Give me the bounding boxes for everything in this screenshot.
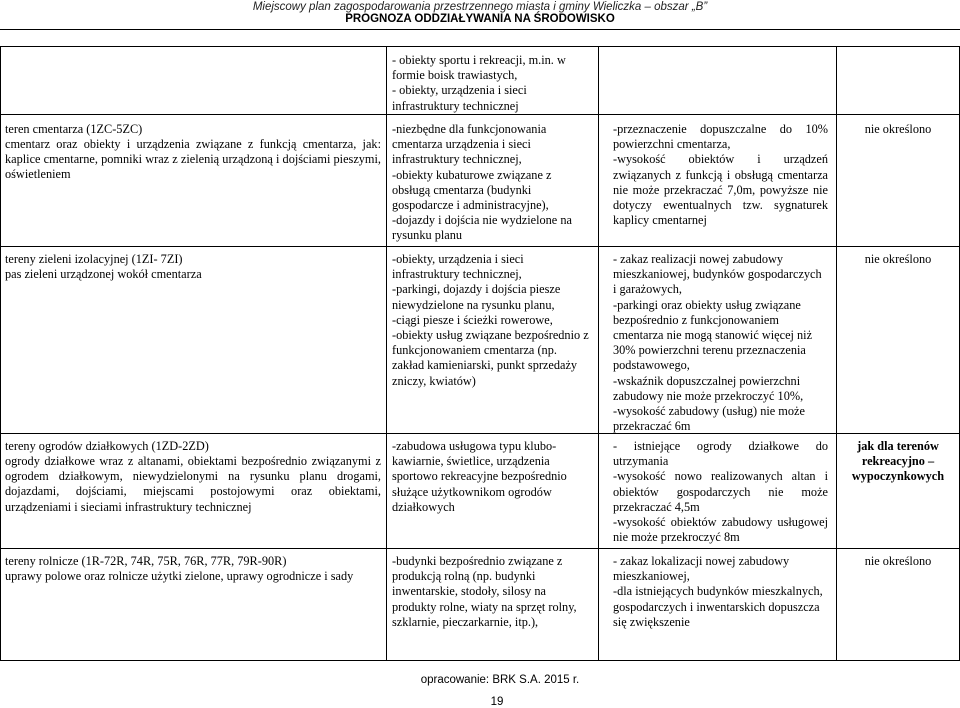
table-border-top [0,46,960,47]
zoning-table [0,46,960,661]
row3-zone-description: ogrody działkowe wraz z altanami, obiektami bezpośrednio związanymi z ogrodem działkowym, niewydzielonymi na rysunku planu drogami, dojazdami, dojściami, miejscami postojowymi oraz obiektami, urządzeniami i sieciami infrastruktury technicznej [5,454,381,514]
header-rule [0,29,960,30]
table-border-left [0,46,1,661]
column-divider-3 [836,46,837,661]
row4-zone-description: uprawy polowe oraz rolnicze użytki zielone, uprawy ogrodnicze i sady [5,569,354,583]
row-divider-1 [0,114,960,115]
row0-permitted-uses: - obiekty sportu i rekreacji, m.in. w formie boisk trawiastych, - obiekty, urządzenia i sieci infrastruktury technicznej [392,53,566,113]
row2-parameter: nie określono [864,252,932,266]
page-number: 19 [490,696,504,708]
column-divider-2 [598,46,599,661]
table-border-bottom [0,660,960,661]
row1-zone-description: cmentarz oraz obiekty i urządzenia związane z funkcją cmentarza, jak: kaplice cmentarne, pomniki wraz z zielenią urządzoną i dojściami pieszymi, oświetleniem [5,137,381,182]
row4-parameter: nie określono [864,554,932,568]
row1-parameter: nie określono [864,122,932,136]
row1-permitted-uses: -niezbędne dla funkcjonowania cmentarza urządzenia i sieci infrastruktury technicznej, -obiekty kubaturowe związane z obsługą cmentarza (budynki gospodarcze i administracyjne), -dojazdy i dojścia nie wydzielone na rysunku planu [392,122,572,243]
row3-zone-title: tereny ogrodów działkowych (1ZD-2ZD) [5,439,209,453]
row4-zone-title: tereny rolnicze (1R-72R, 74R, 75R, 76R, 77R, 79R-90R) [5,554,287,568]
row2-zone-title: tereny zieleni izolacyjnej (1ZI- 7ZI) [5,252,183,266]
row-divider-4 [0,548,960,549]
row3-conditions: - istniejące ogrody działkowe do utrzymania -wysokość nowo realizowanych altan i obiektów gospodarczych nie może przekraczać 4,5m -wysokość obiektów zabudowy usługowej nie może przekroczyć 8m [613,439,828,545]
row3-parameter: jak dla terenów rekreacyjno – wypoczynkowych [851,439,945,484]
row1-conditions: -przeznaczenie dopuszczalne do 10% powierzchni cmentarza, -wysokość obiektów i urządzeń związanych z funkcją i obsługą cmentarza nie może przekraczać 7,0m, powyższe nie dotyczy ewentualnych tzw. sygnaturek kaplicy cmentarnej [613,122,828,228]
row3-permitted-uses: -zabudowa usługowa typu klubo-kawiarnie, świetlice, urządzenia sportowo rekreacyjne bezpośrednio służące użytkownikom ogrodów działkowych [392,439,567,514]
row4-conditions: - zakaz lokalizacji nowej zabudowy mieszkaniowej, -dla istniejących budynków mieszkalnych, gospodarczych i inwentarskich dopuszcza się zwiększenie [613,554,823,629]
column-divider-1 [386,46,387,661]
row2-zone-description: pas zieleni urządzonej wokół cmentarza [5,267,202,281]
document-header-title: Miejscowy plan zagospodarowania przestrzennego miasta i gminy Wieliczka – obszar „B” [252,1,708,13]
row-divider-2 [0,246,960,247]
row2-conditions: - zakaz realizacji nowej zabudowy mieszkaniowej, budynków gospodarczych i garażowych, -parkingi oraz obiekty usług związane bezpośrednio z funkcjonowaniem cmentarza nie mogą stanowić więcej niż 30% powierzchni terenu przeznaczenia podstawowego, -wskaźnik dopuszczalnej powierzchni zabudowy nie może przekroczyć 10%, -wysokość zabudowy (usług) nie może przekraczać 6m [613,252,822,434]
row2-permitted-uses: -obiekty, urządzenia i sieci infrastruktury technicznej, -parkingi, dojazdy i dojścia piesze niewydzielone na rysunku planu, -ciągi piesze i ścieżki rowerowe, -obiekty usług związane bezpośrednio z funkcjonowaniem cmentarza (np. zakład kamieniarski, punkt sprzedaży zniczy, kwiatów) [392,252,589,388]
footer-author: opracowanie: BRK S.A. 2015 r. [420,674,580,686]
document-header-subtitle: PROGNOZA ODDZIAŁYWANIA NA ŚRODOWISKO [345,13,615,25]
row4-permitted-uses: -budynki bezpośrednio związane z produkcją rolną (np. budynki inwentarskie, stodoły, silosy na produkty rolne, wiaty na sprzęt rolny, szklarnie, pieczarkarnie, itp.), [392,554,577,629]
row1-zone-title: teren cmentarza (1ZC-5ZC) [5,122,143,136]
